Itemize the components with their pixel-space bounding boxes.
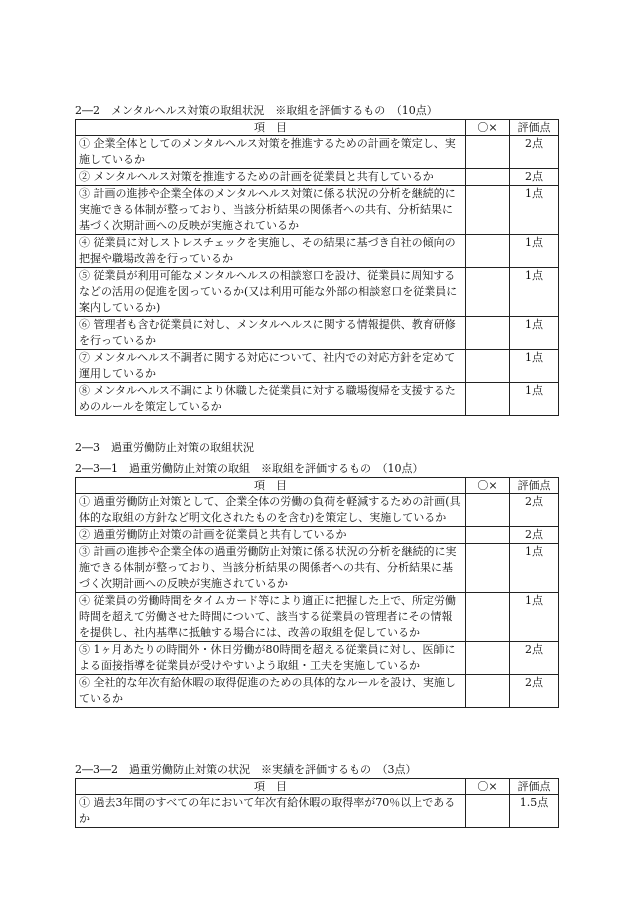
score-cell: 1点 [510, 383, 559, 416]
table-row [76, 186, 559, 235]
item-text: ⑦ メンタルヘルス不調者に関する対応について、社内での対応方針を定めて運用しているか [76, 350, 466, 383]
table-row [76, 494, 559, 527]
item-text: ② メンタルヘルス対策を推進するための計画を従業員と共有しているか [76, 169, 466, 186]
table-header-row [76, 779, 559, 795]
score-cell: 2点 [510, 169, 559, 186]
mark-cell[interactable] [466, 169, 510, 186]
table-header-row [76, 120, 559, 136]
item-text: ④ 従業員に対しストレスチェックを実施し、その結果に基づき自社の傾向の把握や職場改善を行っているか [76, 235, 466, 268]
table-row [76, 136, 559, 169]
column-header-mark: 〇× [466, 120, 510, 136]
table-row [76, 317, 559, 350]
table-row [76, 235, 559, 268]
criteria-table [75, 119, 559, 416]
mark-cell[interactable] [466, 317, 510, 350]
column-header-mark: 〇× [466, 779, 510, 795]
table-row [76, 593, 559, 642]
table-header-row [76, 478, 559, 494]
table-row [76, 268, 559, 317]
item-text: ⑤ 1ヶ月あたりの時間外・休日労働が80時間を超える従業員に対し、医師による面接指導を従業員が受けやすいよう取組・工夫を実施しているか [76, 642, 466, 675]
score-cell: 2点 [510, 675, 559, 708]
column-header-score: 評価点 [510, 120, 559, 136]
item-text: ① 過重労働防止対策として、企業全体の労働の負荷を軽減するための計画(具体的な取組の方針など明文化されたものを含む)を策定し、実施しているか [76, 494, 466, 527]
table-row [76, 642, 559, 675]
item-text: ⑥ 管理者も含む従業員に対し、メンタルヘルスに関する情報提供、教育研修を行っているか [76, 317, 466, 350]
table-row [76, 169, 559, 186]
mark-cell[interactable] [466, 235, 510, 268]
score-cell: 2点 [510, 494, 559, 527]
score-cell: 1.5点 [510, 795, 559, 828]
section-overwork-prevention [75, 440, 558, 708]
criteria-table [75, 778, 559, 828]
table-row [76, 544, 559, 593]
column-header-score: 評価点 [510, 478, 559, 494]
mark-cell[interactable] [466, 527, 510, 544]
mark-cell[interactable] [466, 268, 510, 317]
mark-cell[interactable] [466, 494, 510, 527]
score-cell: 1点 [510, 350, 559, 383]
column-header-item: 項 目 [76, 478, 466, 494]
item-text: ⑧ メンタルヘルス不調により休職した従業員に対する職場復帰を支援するためのルールを策定しているか [76, 383, 466, 416]
item-text: ③ 計画の進捗や企業全体の過重労働防止対策に係る状況の分析を継続的に実施できる体制が整っており、当該分析結果の関係者への共有、分析結果に基づく次期計画への反映が実施されているか [76, 544, 466, 593]
score-cell: 1点 [510, 593, 559, 642]
item-text: ② 過重労働防止対策の計画を従業員と共有しているか [76, 527, 466, 544]
section-overwork-results [75, 762, 558, 828]
column-header-item: 項 目 [76, 120, 466, 136]
item-text: ① 企業全体としてのメンタルヘルス対策を推進するための計画を策定し、実施しているか [76, 136, 466, 169]
section-mental-health [75, 103, 558, 416]
section-title: 2―3 過重労働防止対策の取組状況 [75, 441, 254, 454]
item-text: ④ 従業員の労働時間をタイムカード等により適正に把握した上で、所定労働時間を超えて労働させた時間について、該当する従業員の管理者にその情報を提供し、社内基準に抵触する場合には、改善の取組を促しているか [76, 593, 466, 642]
table-row [76, 350, 559, 383]
criteria-table [75, 477, 559, 708]
mark-cell[interactable] [466, 675, 510, 708]
score-cell: 1点 [510, 186, 559, 235]
table-row [76, 383, 559, 416]
mark-cell[interactable] [466, 544, 510, 593]
score-cell: 1点 [510, 235, 559, 268]
column-header-item: 項 目 [76, 779, 466, 795]
section-heading: 2―3―2 過重労働防止対策の状況 ※実績を評価するもの （3点） [75, 763, 417, 776]
mark-cell[interactable] [466, 186, 510, 235]
column-header-mark: 〇× [466, 478, 510, 494]
score-cell: 1点 [510, 317, 559, 350]
mark-cell[interactable] [466, 795, 510, 828]
mark-cell[interactable] [466, 642, 510, 675]
item-text: ⑤ 従業員が利用可能なメンタルヘルスの相談窓口を設け、従業員に周知するなどの活用の促進を図っているか(又は利用可能な外部の相談窓口を従業員に案内しているか) [76, 268, 466, 317]
section-heading: 2―3―1 過重労働防止対策の取組 ※取組を評価するもの （10点） [75, 462, 424, 475]
column-header-score: 評価点 [510, 779, 559, 795]
score-cell: 2点 [510, 136, 559, 169]
mark-cell[interactable] [466, 350, 510, 383]
score-cell: 2点 [510, 527, 559, 544]
table-row [76, 675, 559, 708]
score-cell: 1点 [510, 268, 559, 317]
section-heading: 2―2 メンタルヘルス対策の取組状況 ※取組を評価するもの （10点） [75, 104, 438, 117]
score-cell: 2点 [510, 642, 559, 675]
score-cell: 1点 [510, 544, 559, 593]
table-row [76, 795, 559, 828]
mark-cell[interactable] [466, 593, 510, 642]
item-text: ① 過去3年間のすべての年において年次有給休暇の取得率が70％以上であるか [76, 795, 466, 828]
mark-cell[interactable] [466, 136, 510, 169]
item-text: ⑥ 全社的な年次有給休暇の取得促進のための具体的なルールを設け、実施しているか [76, 675, 466, 708]
mark-cell[interactable] [466, 383, 510, 416]
item-text: ③ 計画の進捗や企業全体のメンタルヘルス対策に係る状況の分析を継続的に実施できる体制が整っており、当該分析結果の関係者への共有、分析結果に基づく次期計画への反映が実施されているか [76, 186, 466, 235]
table-row [76, 527, 559, 544]
